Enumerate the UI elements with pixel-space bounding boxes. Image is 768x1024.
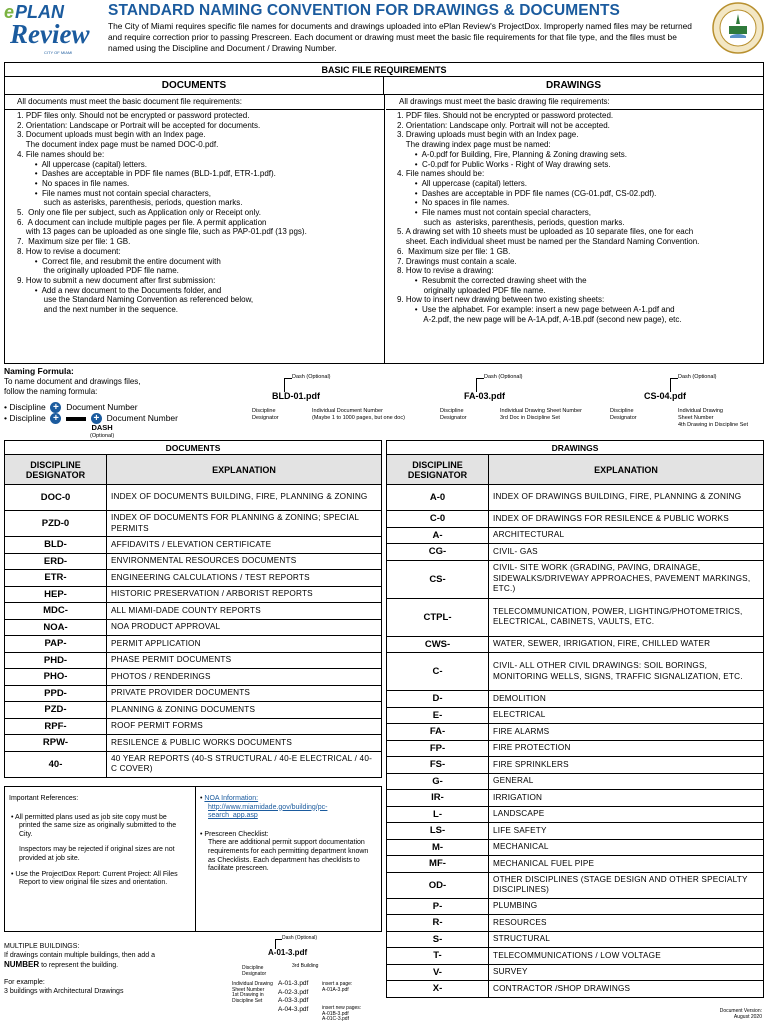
- requirement-line: 1. PDF files only. Should not be encrypted or password protected.: [17, 111, 250, 120]
- table-row: [387, 915, 764, 932]
- explanation-cell: PERMIT APPLICATION: [107, 636, 382, 653]
- requirement-line: • All uppercase (capital) letters.: [397, 178, 527, 188]
- discipline-designator: PPD-: [5, 685, 107, 702]
- discipline-designator: RPW-: [5, 735, 107, 752]
- multi-insert-note: insert a page: A-01A-3.pdf: [322, 981, 353, 993]
- document-version: [700, 1008, 762, 1020]
- example-number: Individual Drawing Sheet Number 3rd Doc in Discipline Set: [500, 408, 582, 421]
- version-date: August 2020: [733, 1014, 762, 1020]
- discipline-designator: D-: [387, 691, 489, 708]
- table-row: [387, 856, 764, 873]
- multi-main-file: A-01-3.pdf: [268, 948, 308, 957]
- discipline-designator: FS-: [387, 757, 489, 774]
- multi-file: A-04-3.pdf: [278, 1005, 309, 1013]
- logo-review: Review: [10, 19, 90, 49]
- table-row: [387, 560, 764, 598]
- explanation-cell: ENVIRONMENTAL RESOURCES DOCUMENTS: [107, 553, 382, 570]
- requirement-line: 8. How to revise a document:: [17, 246, 121, 256]
- discipline-designator: T-: [387, 948, 489, 965]
- multi-desc-text: If drawings contain multiple buildings, then add a: [4, 952, 155, 959]
- explanation-cell: GENERAL: [489, 773, 764, 790]
- explanation-cell: MECHANICAL: [489, 839, 764, 856]
- drawings-intro: All drawings must meet the basic drawing file requirements:: [399, 97, 610, 106]
- table-row: [387, 544, 764, 561]
- references-col: [195, 787, 381, 931]
- explanation-cell: WATER, SEWER, IRRIGATION, FIRE, CHILLED WATER: [489, 636, 764, 653]
- basic-drawings-heading: DRAWINGS: [384, 77, 763, 95]
- requirement-line: 3. Document uploads must begin with an Index page.: [17, 130, 206, 140]
- table-row: [387, 898, 764, 915]
- naming-formula: [4, 366, 764, 438]
- requirement-line: 5. Only one file per subject, such as Application only or Receipt only.: [17, 208, 261, 218]
- explanation-cell: FIRE SPRINKLERS: [489, 757, 764, 774]
- requirement-line: • A-0.pdf for Building, Fire, Planning & Zoning drawing sets.: [397, 149, 628, 159]
- reference-text: Use the ProjectDox Report: Current Project: All Files Report to view original file sizes and orientation.: [15, 870, 178, 887]
- pointer-line: [284, 378, 292, 392]
- city-seal-icon: [712, 2, 764, 54]
- explanation-cell: INDEX OF DOCUMENTS FOR PLANNING & ZONING; SPECIAL PERMITS: [107, 511, 382, 537]
- page-title: STANDARD NAMING CONVENTION FOR DRAWINGS & DOCUMENTS: [108, 2, 620, 19]
- table-row: [387, 773, 764, 790]
- basic-documents-heading: DOCUMENTS: [5, 77, 384, 95]
- explanation-cell: ROOF PERMIT FORMS: [107, 718, 382, 735]
- table-row: [387, 981, 764, 998]
- col-explanation: EXPLANATION: [107, 455, 382, 485]
- table-row: [5, 485, 382, 511]
- table-row: [387, 653, 764, 691]
- explanation-cell: IRRIGATION: [489, 790, 764, 807]
- prescreen-text: There are additional permit support documentation requirements for each permitting department known as Checklists. Each department has checklists to facilitate prescreen.: [208, 839, 369, 873]
- table-row: [5, 669, 382, 686]
- requirement-line: 9. How to submit a new document after first submission:: [17, 275, 216, 285]
- dash-label: DASH: [91, 423, 113, 432]
- col-discipline-designator: DISCIPLINE DESIGNATOR: [5, 455, 107, 485]
- multi-file: A-02-3.pdf: [278, 988, 309, 996]
- multi-number-word: NUMBER: [4, 960, 40, 969]
- divider: [384, 95, 385, 363]
- table-row: [387, 740, 764, 757]
- example-discipline: Discipline Designator: [440, 408, 467, 421]
- requirement-line: • All uppercase (capital) letters.: [17, 159, 147, 169]
- table-row: [5, 751, 382, 777]
- reference-item: • Use the ProjectDox Report: Current Project: All Files Report to view original file sizes and orientation.: [11, 870, 178, 887]
- requirement-line: 6. Maximum size per file: 1 GB.: [397, 246, 511, 256]
- table-row: [387, 636, 764, 653]
- example-dash-label: Dash (Optional): [292, 374, 331, 380]
- discipline-designator: X-: [387, 981, 489, 998]
- important-references: [4, 786, 382, 932]
- reference-item: Inspectors may be rejected if original sizes are not provided at job site.: [19, 846, 175, 862]
- discipline-designator: C-: [387, 653, 489, 691]
- table-row: [5, 537, 382, 554]
- table-row: [387, 948, 764, 965]
- explanation-cell: LIFE SAFETY: [489, 823, 764, 840]
- requirement-line: • No spaces in file names.: [397, 198, 510, 208]
- multi-file-list: [278, 980, 308, 1014]
- naming-example: [608, 374, 764, 438]
- discipline-designator: A-0: [387, 485, 489, 511]
- explanation-cell: ARCHITECTURAL: [489, 527, 764, 544]
- multi-desc: [4, 951, 164, 970]
- requirement-line: use the Standard Naming Convention as referenced below,: [17, 295, 254, 305]
- explanation-cell: STRUCTURAL: [489, 931, 764, 948]
- explanation-cell: PHASE PERMIT DOCUMENTS: [107, 652, 382, 669]
- table-row: [5, 702, 382, 719]
- dash-caption: [90, 424, 114, 440]
- discipline-designator: MDC-: [5, 603, 107, 620]
- multi-text: [4, 942, 164, 996]
- example-dash-label: Dash (Optional): [484, 374, 523, 380]
- table-row: [387, 757, 764, 774]
- requirement-line: such as asterisks, parenthesis, periods, question marks.: [397, 217, 625, 227]
- discipline-designator: CTPL-: [387, 598, 489, 636]
- explanation-cell: MECHANICAL FUEL PIPE: [489, 856, 764, 873]
- example-filename: FA-03.pdf: [464, 391, 506, 401]
- discipline-designator: 40-: [5, 751, 107, 777]
- requirement-line: originally uploaded PDF file name.: [397, 285, 546, 295]
- requirement-line: 7. Maximum size per file: 1 GB.: [17, 237, 131, 247]
- dash-icon: [66, 417, 86, 421]
- explanation-cell: 40 YEAR REPORTS (40-S STRUCTURAL / 40-E ELECTRICAL / 40-C COVER): [107, 751, 382, 777]
- requirement-line: 6. A document can include multiple pages per file. A permit application: [17, 217, 267, 227]
- documents-requirements: [17, 111, 381, 315]
- requirement-line: sheet. Each individual sheet must be named per the Standard Naming Convention.: [397, 237, 700, 247]
- multi-insert-note: insert new pages: A-01B-3.pdf A-01C-3.pdf: [322, 1005, 362, 1022]
- pointer-line: [476, 378, 484, 392]
- explanation-cell: ELECTRICAL: [489, 707, 764, 724]
- discipline-designator: ERD-: [5, 553, 107, 570]
- requirement-line: 7. Drawings must contain a scale.: [397, 256, 517, 266]
- requirement-line: such as asterisks, parenthesis, periods, question marks.: [17, 198, 243, 208]
- requirement-line: the originally uploaded PDF file name.: [17, 266, 179, 276]
- explanation-cell: PLUMBING: [489, 898, 764, 915]
- discipline-designator: PZD-: [5, 702, 107, 719]
- noa-info: • NOA Information:: [200, 795, 259, 802]
- discipline-designator: E-: [387, 707, 489, 724]
- explanation-cell: RESOURCES: [489, 915, 764, 932]
- requirement-line: 2. Orientation: Landscape only. Portrait will not be accepted.: [397, 120, 610, 130]
- references-title: Important References:: [9, 795, 79, 802]
- formula-row: [4, 402, 138, 413]
- discipline-designator: PZD-0: [5, 511, 107, 537]
- multi-file: A-01-3.pdf: [278, 980, 309, 987]
- prescreen-checklist: • Prescreen Checklist:: [200, 830, 269, 838]
- requirement-line: • Use the alphabet. For example: insert a new page between A-1.pdf and: [397, 305, 675, 315]
- references-col: [9, 795, 189, 888]
- multi-file: A-03-3.pdf: [278, 997, 309, 1004]
- table-row: [387, 707, 764, 724]
- divider: [5, 109, 384, 110]
- explanation-cell: PHOTOS / RENDERINGS: [107, 669, 382, 686]
- discipline-designator: S-: [387, 931, 489, 948]
- drawings-table-title: DRAWINGS: [387, 441, 764, 455]
- explanation-cell: FIRE PROTECTION: [489, 740, 764, 757]
- requirement-line: • Dashes are acceptable in PDF file names (BLD-1.pdf, ETR-1.pdf).: [17, 169, 276, 179]
- formula-discipline: • Discipline: [4, 413, 46, 423]
- reference-text: All permitted plans used as job site copy must be printed the same size as originally submitted to the City.: [15, 813, 177, 838]
- multi-dash-label: Dash (Optional): [282, 935, 318, 941]
- table-row: [5, 570, 382, 587]
- explanation-cell: HISTORIC PRESERVATION / ARBORIST REPORTS: [107, 586, 382, 603]
- discipline-designator: L-: [387, 806, 489, 823]
- discipline-designator: ETR-: [5, 570, 107, 587]
- requirement-line: 1. PDF files. Should not be encrypted or password protected.: [397, 111, 614, 120]
- divider: [386, 109, 763, 110]
- table-row: [387, 964, 764, 981]
- discipline-designator: HEP-: [5, 586, 107, 603]
- eplan-review-logo: [4, 2, 100, 58]
- multiple-buildings: [4, 936, 382, 1022]
- explanation-cell: RESILENCE & PUBLIC WORKS DOCUMENTS: [107, 735, 382, 752]
- discipline-designator: G-: [387, 773, 489, 790]
- requirement-line: • No spaces in file names.: [17, 178, 130, 188]
- formula-document-number: Document Number: [66, 402, 138, 412]
- discipline-designator: NOA-: [5, 619, 107, 636]
- requirement-line: • Dashes are acceptable in PDF file names (CG-01.pdf, CS-02.pdf).: [397, 188, 657, 198]
- discipline-designator: CWS-: [387, 636, 489, 653]
- col-discipline-designator: DISCIPLINE DESIGNATOR: [387, 455, 489, 485]
- multi-desc-text: to represent the building.: [41, 962, 119, 969]
- discipline-designator: CS-: [387, 560, 489, 598]
- table-row: [387, 598, 764, 636]
- requirement-line: • Correct file, and resubmit the entire document with: [17, 256, 221, 266]
- discipline-designator: CG-: [387, 544, 489, 561]
- discipline-designator: C-0: [387, 511, 489, 528]
- discipline-designator: PAP-: [5, 636, 107, 653]
- table-row: [5, 636, 382, 653]
- example-dash-label: Dash (Optional): [678, 374, 717, 380]
- requirement-line: 4. File names should be:: [17, 149, 105, 159]
- naming-example: [434, 374, 604, 438]
- discipline-designator: M-: [387, 839, 489, 856]
- requirement-line: 3. Drawing uploads must begin with an Index page.: [397, 130, 579, 140]
- noa-link[interactable]: NOA Information:: [204, 795, 259, 802]
- naming-title: Naming Formula:: [4, 366, 74, 376]
- explanation-cell: INDEX OF DOCUMENTS BUILDING, FIRE, PLANNING & ZONING: [107, 485, 382, 511]
- explanation-cell: DEMOLITION: [489, 691, 764, 708]
- drawings-requirements: [397, 111, 761, 324]
- requirement-line: The document index page must be named DOC-0.pdf.: [17, 140, 219, 150]
- requirement-line: The drawing index page must be named:: [397, 140, 551, 150]
- explanation-cell: ALL MIAMI-DADE COUNTY REPORTS: [107, 603, 382, 620]
- plus-icon: +: [50, 413, 61, 424]
- table-row: [5, 553, 382, 570]
- explanation-cell: CIVIL- GAS: [489, 544, 764, 561]
- naming-example: [236, 374, 416, 438]
- table-row: [5, 718, 382, 735]
- requirement-line: and the next number in the sequence.: [17, 305, 178, 315]
- multi-indiv: Individual Drawing Sheet Number 1st Drawing in Discipline Set: [232, 981, 273, 1004]
- requirement-line: 8. How to revise a drawing:: [397, 266, 494, 276]
- reference-item: • All permitted plans used as job site copy must be printed the same size as originally submitted to the City.: [11, 813, 177, 838]
- table-row: [5, 685, 382, 702]
- basic-title: BASIC FILE REQUIREMENTS: [5, 63, 763, 77]
- discipline-designator: MF-: [387, 856, 489, 873]
- naming-text: [4, 377, 204, 397]
- documents-table-title: DOCUMENTS: [5, 441, 382, 455]
- table-row: [387, 485, 764, 511]
- noa-url-link[interactable]: http://www.miamidade.gov/building/pc-search_app.asp: [208, 803, 328, 820]
- requirement-line: A-2.pdf, the new page will be A-1A.pdf, A-1B.pdf (second new page), etc.: [397, 314, 682, 324]
- requirement-line: 4. File names should be:: [397, 169, 485, 179]
- example-number: Individual Document Number (Maybe 1 to 1000 pages, but one doc): [312, 408, 405, 421]
- example-discipline: Discipline Designator: [610, 408, 637, 421]
- table-row: [387, 527, 764, 544]
- plus-icon: +: [50, 402, 61, 413]
- explanation-cell: INDEX OF DRAWINGS FOR RESILENCE & PUBLIC WORKS: [489, 511, 764, 528]
- discipline-designator: R-: [387, 915, 489, 932]
- explanation-cell: AFFIDAVITS / ELEVATION CERTIFICATE: [107, 537, 382, 554]
- explanation-cell: PLANNING & ZONING DOCUMENTS: [107, 702, 382, 719]
- formula-document-number: Document Number: [106, 413, 178, 423]
- requirement-line: • File names must not contain special characters,: [17, 188, 211, 198]
- requirement-line: • Add a new document to the Documents folder, and: [17, 285, 222, 295]
- drawings-table: [386, 440, 764, 998]
- logo-plan: PLAN: [15, 2, 64, 22]
- requirement-line: • Resubmit the corrected drawing sheet with the: [397, 275, 587, 285]
- multi-building: 3rd Building: [292, 963, 319, 969]
- multi-title: MULTIPLE BUILDINGS:: [4, 943, 80, 950]
- explanation-cell: TELECOMMUNICATIONS / LOW VOLTAGE: [489, 948, 764, 965]
- page-header: [0, 0, 768, 58]
- prescreen-label: Prescreen Checklist:: [204, 830, 269, 838]
- explanation-cell: PRIVATE PROVIDER DOCUMENTS: [107, 685, 382, 702]
- discipline-designator: OD-: [387, 872, 489, 898]
- table-row: [387, 839, 764, 856]
- requirement-line: with 13 pages can be uploaded as one single file, such as PAP-01.pdf (13 pgs).: [17, 227, 307, 237]
- formula-discipline: • Discipline: [4, 402, 46, 412]
- intro-text: The City of Miami requires specific file names for documents and drawings uploaded into ePlan Review's ProjectDox. Improperly named files may be returned and require correction prior to passing Prescreen. Each document or drawing must meet the basic file requirements for that file type, and the files must be named using the Discipline and Document / Drawing Number.: [108, 21, 692, 53]
- table-row: [5, 511, 382, 537]
- discipline-designator: RPF-: [5, 718, 107, 735]
- requirement-line: 2. Orientation: Landscape or Portrait will be accepted for documents.: [17, 120, 261, 130]
- discipline-designator: P-: [387, 898, 489, 915]
- requirement-line: • C-0.pdf for Public Works - Right of Way drawing sets.: [397, 159, 611, 169]
- documents-table: [4, 440, 382, 778]
- table-row: [5, 619, 382, 636]
- documents-intro: All documents must meet the basic document file requirements:: [17, 97, 242, 106]
- logo-e: e: [4, 2, 15, 22]
- version-label: Document Version:: [719, 1008, 762, 1014]
- example-filename: CS-04.pdf: [644, 391, 687, 401]
- explanation-cell: OTHER DISCIPLINES (STAGE DESIGN AND OTHER SPECIALTY DISCIPLINES): [489, 872, 764, 898]
- discipline-designator: FP-: [387, 740, 489, 757]
- basic-file-requirements: [4, 62, 764, 364]
- col-explanation: EXPLANATION: [489, 455, 764, 485]
- requirement-line: • File names must not contain special characters,: [397, 208, 591, 218]
- discipline-designator: PHD-: [5, 652, 107, 669]
- table-row: [387, 931, 764, 948]
- table-row: [387, 823, 764, 840]
- explanation-cell: FIRE ALARMS: [489, 724, 764, 741]
- logo-city: CITY OF MIAMI: [44, 50, 73, 55]
- explanation-cell: CIVIL- ALL OTHER CIVIL DRAWINGS: SOIL BORINGS, MONITORING WELLS, SIGNS, TRAFFIC SIGNALIZATION, ETC.: [489, 653, 764, 691]
- example-discipline: Discipline Designator: [252, 408, 279, 421]
- discipline-designator: LS-: [387, 823, 489, 840]
- discipline-designator: FA-: [387, 724, 489, 741]
- discipline-designator: IR-: [387, 790, 489, 807]
- table-row: [387, 691, 764, 708]
- multi-discipline: Discipline Designator: [242, 965, 267, 977]
- pointer-line: [670, 378, 678, 392]
- requirement-line: 9. How to insert new drawing between two existing sheets:: [397, 295, 605, 305]
- naming-text-line: follow the naming formula:: [4, 387, 98, 396]
- plus-icon: +: [91, 413, 102, 424]
- explanation-cell: ENGINEERING CALCULATIONS / TEST REPORTS: [107, 570, 382, 587]
- explanation-cell: LANDSCAPE: [489, 806, 764, 823]
- discipline-designator: BLD-: [5, 537, 107, 554]
- table-row: [5, 735, 382, 752]
- discipline-designator: DOC-0: [5, 485, 107, 511]
- discipline-designator: A-: [387, 527, 489, 544]
- table-row: [387, 806, 764, 823]
- table-row: [387, 511, 764, 528]
- multi-diagram: [232, 936, 382, 1022]
- explanation-cell: SURVEY: [489, 964, 764, 981]
- requirement-line: 5. A drawing set with 10 sheets must be uploaded as 10 separate files, one for each: [397, 227, 694, 237]
- explanation-cell: NOA PRODUCT APPROVAL: [107, 619, 382, 636]
- table-row: [387, 872, 764, 898]
- dash-optional: (Optional): [90, 433, 115, 439]
- discipline-designator: PHO-: [5, 669, 107, 686]
- explanation-cell: TELECOMMUNICATION, POWER, LIGHTING/PHOTOMETRICS, ELECTRICAL, CABINETS, VAULTS, ETC.: [489, 598, 764, 636]
- explanation-cell: CONTRACTOR /SHOP DRAWINGS: [489, 981, 764, 998]
- table-row: [5, 652, 382, 669]
- naming-text-line: To name document and drawings files,: [4, 377, 141, 386]
- explanation-cell: CIVIL- SITE WORK (GRADING, PAVING, DRAINAGE, SIDEWALKS/DRIVEWAY APPROACHES, PAVEMENT MARKINGS, ETC.): [489, 560, 764, 598]
- table-row: [387, 790, 764, 807]
- table-row: [5, 586, 382, 603]
- example-number: Individual Drawing Sheet Number 4th Drawing in Discipline Set: [678, 408, 749, 428]
- multi-example-label: For example:: [4, 979, 45, 986]
- discipline-designator: V-: [387, 964, 489, 981]
- explanation-cell: INDEX OF DRAWINGS BUILDING, FIRE, PLANNING & ZONING: [489, 485, 764, 511]
- multi-example-text: 3 buildings with Architectural Drawings: [4, 988, 124, 995]
- table-row: [387, 724, 764, 741]
- example-filename: BLD-01.pdf: [272, 391, 320, 401]
- table-row: [5, 603, 382, 620]
